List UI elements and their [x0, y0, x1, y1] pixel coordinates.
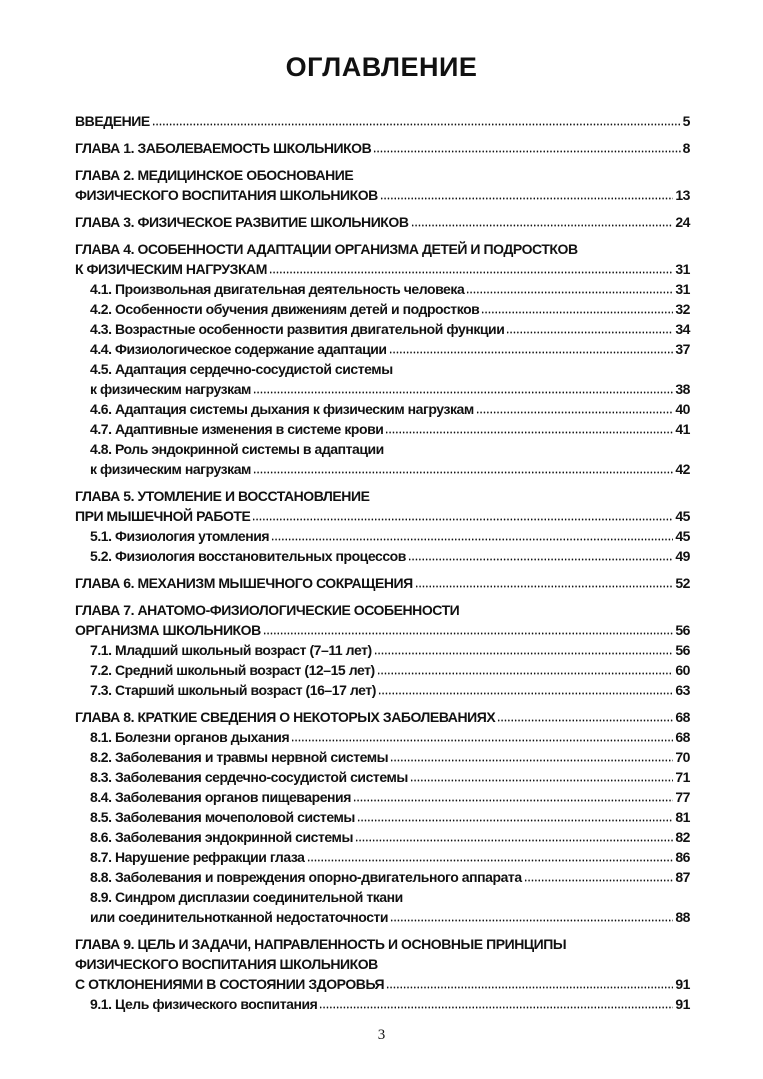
entry-title-line: ГЛАВА 7. АНАТОМО-ФИЗИОЛОГИЧЕСКИЕ ОСОБЕННОСТИ — [75, 602, 460, 618]
entry-line — [75, 974, 690, 994]
dot-leader — [291, 738, 673, 742]
entry-line — [75, 506, 690, 526]
dot-leader — [506, 330, 673, 334]
entry-page-number: 40 — [675, 401, 690, 417]
toc-section-entry[interactable] — [75, 526, 690, 546]
entry-title: 4.4. Физиологическое содержание адаптации — [90, 341, 387, 357]
entry-title-line: ГЛАВА 5. УТОМЛЕНИЕ И ВОССТАНОВЛЕНИЕ — [75, 488, 370, 504]
entry-title: ОРГАНИЗМА ШКОЛЬНИКОВ — [75, 622, 261, 638]
toc-section-entry[interactable] — [75, 546, 690, 566]
entry-title: 8.2. Заболевания и травмы нервной системы — [90, 749, 389, 765]
dot-leader — [152, 122, 681, 126]
dot-leader — [497, 718, 673, 722]
entry-line — [90, 787, 690, 807]
entry-title: 5.2. Физиология восстановительных процессов — [90, 548, 406, 564]
toc-section-entry[interactable] — [75, 847, 690, 867]
toc-section-entry[interactable] — [75, 339, 690, 359]
toc-section-entry[interactable] — [75, 807, 690, 827]
entry-title: 4.2. Особенности обучения движениям детей и подростков — [90, 301, 480, 317]
entry-title: 7.2. Средний школьный возраст (12–15 лет) — [90, 662, 375, 678]
entry-title-line: 4.5. Адаптация сердечно-сосудистой системы — [90, 361, 393, 377]
dot-leader — [411, 223, 674, 227]
toc-section-entry[interactable] — [75, 787, 690, 807]
dot-leader — [415, 584, 674, 588]
entry-title: 7.1. Младший школьный возраст (7–11 лет) — [90, 642, 372, 658]
entry-title: С ОТКЛОНЕНИЯМИ В СОСТОЯНИИ ЗДОРОВЬЯ — [75, 976, 385, 992]
entry-title: ФИЗИЧЕСКОГО ВОСПИТАНИЯ ШКОЛЬНИКОВ — [75, 187, 378, 203]
entry-page-number: 60 — [675, 662, 690, 678]
toc-section-entry[interactable] — [75, 727, 690, 747]
entry-page-number: 41 — [675, 421, 690, 437]
dot-leader — [408, 557, 673, 561]
entry-title: 8.1. Болезни органов дыхания — [90, 729, 290, 745]
entry-line — [90, 867, 690, 887]
entry-page-number: 52 — [675, 575, 690, 591]
dot-leader — [271, 537, 673, 541]
toc-section-entry[interactable] — [75, 827, 690, 847]
entry-title: 8.6. Заболевания эндокринной системы — [90, 829, 353, 845]
entry-title: 8.7. Нарушение рефракции глаза — [90, 849, 305, 865]
entry-page-number: 71 — [675, 769, 690, 785]
dot-leader — [377, 671, 674, 675]
entry-page-number: 56 — [675, 622, 690, 638]
entry-title: 9.1. Цель физического воспитания — [90, 996, 318, 1012]
toc-section-entry[interactable] — [75, 747, 690, 767]
entry-page-number: 68 — [675, 729, 690, 745]
entry-page-number: 13 — [675, 187, 690, 203]
entry-line — [90, 907, 690, 927]
entry-page-number: 32 — [675, 301, 690, 317]
entry-title: ВВЕДЕНИЕ — [75, 113, 150, 129]
toc-section-entry[interactable] — [75, 887, 690, 927]
toc-chapter-entry[interactable] — [75, 600, 690, 640]
entry-line — [90, 379, 690, 399]
entry-page-number: 81 — [675, 809, 690, 825]
entry-line — [75, 138, 690, 158]
toc-chapter-entry[interactable] — [75, 486, 690, 526]
entry-line — [90, 680, 690, 700]
entry-page-number: 63 — [675, 682, 690, 698]
dot-leader — [263, 631, 674, 635]
toc-section-entry[interactable] — [75, 867, 690, 887]
entry-title: 4.1. Произвольная двигательная деятельность человека — [90, 281, 465, 297]
entry-title: ПРИ МЫШЕЧНОЙ РАБОТЕ — [75, 508, 251, 524]
entry-line — [90, 727, 690, 747]
dot-leader — [252, 517, 673, 521]
entry-page-number: 77 — [675, 789, 690, 805]
entry-line — [90, 279, 690, 299]
entry-page-number: 91 — [675, 996, 690, 1012]
dot-leader — [385, 430, 673, 434]
entry-line — [90, 546, 690, 566]
entry-page-number: 37 — [675, 341, 690, 357]
entry-page-number: 42 — [675, 461, 690, 477]
entry-line — [90, 339, 690, 359]
entry-title: ГЛАВА 8. КРАТКИЕ СВЕДЕНИЯ О НЕКОТОРЫХ ЗАБОЛЕВАНИЯХ — [75, 709, 496, 725]
entry-title: 7.3. Старший школьный возраст (16–17 лет) — [90, 682, 376, 698]
page-number: 3 — [377, 1027, 386, 1043]
entry-line — [75, 111, 690, 131]
entry-page-number: 45 — [675, 528, 690, 544]
dot-leader — [524, 878, 674, 882]
entry-title-line: ГЛАВА 4. ОСОБЕННОСТИ АДАПТАЦИИ ОРГАНИЗМА ДЕТЕЙ И ПОДРОСТКОВ — [75, 241, 578, 257]
entry-line — [90, 419, 690, 439]
entry-title-line: ГЛАВА 2. МЕДИЦИНСКОЕ ОБОСНОВАНИЕ — [75, 167, 354, 183]
entry-title: 8.8. Заболевания и повреждения опорно-двигательного аппарата — [90, 869, 522, 885]
toc-chapter-entry[interactable] — [75, 212, 690, 232]
dot-leader — [466, 290, 673, 294]
toc-chapter-entry[interactable] — [75, 165, 690, 205]
dot-leader — [386, 985, 673, 989]
entry-title: к физическим нагрузкам — [90, 381, 251, 397]
entry-line — [75, 259, 690, 279]
dot-leader — [373, 149, 680, 153]
entry-line — [90, 807, 690, 827]
toc-section-entry[interactable] — [75, 439, 690, 479]
dot-leader — [390, 918, 673, 922]
toc-section-entry[interactable] — [75, 994, 690, 1014]
entry-title: 4.7. Адаптивные изменения в системе крови — [90, 421, 384, 437]
toc-section-entry[interactable] — [75, 399, 690, 419]
dot-leader — [253, 390, 673, 394]
entry-page-number: 82 — [675, 829, 690, 845]
entry-page-number: 5 — [682, 113, 690, 129]
entry-page-number: 86 — [675, 849, 690, 865]
entry-title: 8.3. Заболевания сердечно-сосудистой системы — [90, 769, 408, 785]
entry-page-number: 38 — [675, 381, 690, 397]
entry-line — [90, 767, 690, 787]
entry-page-number: 91 — [675, 976, 690, 992]
entry-line — [90, 640, 690, 660]
entry-title: 5.1. Физиология утомления — [90, 528, 270, 544]
entry-line — [75, 707, 690, 727]
dot-leader — [481, 310, 673, 314]
entry-line — [75, 185, 690, 205]
entry-title: ГЛАВА 1. ЗАБОЛЕВАЕМОСТЬ ШКОЛЬНИКОВ — [75, 140, 372, 156]
toc-section-entry[interactable] — [75, 680, 690, 700]
toc-section-entry[interactable] — [75, 640, 690, 660]
entry-line — [90, 299, 690, 319]
dot-leader — [357, 818, 673, 822]
dot-leader — [269, 270, 673, 274]
toc-section-entry[interactable] — [75, 279, 690, 299]
entry-title-line: 4.8. Роль эндокринной системы в адаптации — [90, 441, 384, 457]
entry-title: К ФИЗИЧЕСКИМ НАГРУЗКАМ — [75, 261, 267, 277]
entry-page-number: 45 — [675, 508, 690, 524]
toc-section-entry[interactable] — [75, 319, 690, 339]
dot-leader — [319, 1005, 673, 1009]
entry-line — [90, 459, 690, 479]
page-title: ОГЛАВЛЕНИЕ — [285, 52, 478, 82]
entry-page-number: 49 — [675, 548, 690, 564]
entry-title: 8.4. Заболевания органов пищеварения — [90, 789, 351, 805]
toc-chapter-entry[interactable] — [75, 573, 690, 593]
entry-page-number: 31 — [675, 281, 690, 297]
dot-leader — [253, 470, 673, 474]
entry-page-number: 88 — [675, 909, 690, 925]
entry-page-number: 24 — [675, 214, 690, 230]
entry-line — [90, 747, 690, 767]
entry-line — [90, 827, 690, 847]
dot-leader — [380, 196, 674, 200]
table-of-contents — [75, 111, 690, 1014]
toc-section-entry[interactable] — [75, 299, 690, 319]
entry-page-number: 8 — [682, 140, 690, 156]
dot-leader — [378, 691, 673, 695]
entry-line — [75, 212, 690, 232]
entry-page-number: 68 — [675, 709, 690, 725]
dot-leader — [390, 758, 673, 762]
entry-line — [90, 319, 690, 339]
toc-section-entry[interactable] — [75, 767, 690, 787]
entry-line — [90, 847, 690, 867]
entry-title-line: 8.9. Синдром дисплазии соединительной ткани — [90, 889, 403, 905]
toc-chapter-entry[interactable] — [75, 934, 690, 994]
entry-line — [90, 526, 690, 546]
entry-page-number: 56 — [675, 642, 690, 658]
dot-leader — [374, 651, 674, 655]
entry-page-number: 31 — [675, 261, 690, 277]
dot-leader — [389, 350, 674, 354]
toc-chapter-entry[interactable] — [75, 239, 690, 279]
entry-line — [90, 660, 690, 680]
toc-chapter-entry[interactable] — [75, 111, 690, 131]
entry-line — [75, 573, 690, 593]
entry-page-number: 70 — [675, 749, 690, 765]
entry-title: 8.5. Заболевания мочеполовой системы — [90, 809, 355, 825]
toc-section-entry[interactable] — [75, 359, 690, 399]
entry-title: ГЛАВА 6. МЕХАНИЗМ МЫШЕЧНОГО СОКРАЩЕНИЯ — [75, 575, 413, 591]
entry-line — [75, 620, 690, 640]
dot-leader — [476, 410, 674, 414]
entry-title: к физическим нагрузкам — [90, 461, 251, 477]
toc-section-entry[interactable] — [75, 419, 690, 439]
entry-page-number: 34 — [675, 321, 690, 337]
entry-title: ГЛАВА 3. ФИЗИЧЕСКОЕ РАЗВИТИЕ ШКОЛЬНИКОВ — [75, 214, 409, 230]
entry-page-number: 87 — [675, 869, 690, 885]
dot-leader — [307, 858, 674, 862]
entry-title-line: ГЛАВА 9. ЦЕЛЬ И ЗАДАЧИ, НАПРАВЛЕННОСТЬ И ОСНОВНЫЕ ПРИНЦИПЫ — [75, 936, 567, 952]
entry-line — [90, 994, 690, 1014]
entry-line — [90, 399, 690, 419]
entry-title-line: ФИЗИЧЕСКОГО ВОСПИТАНИЯ ШКОЛЬНИКОВ — [75, 956, 378, 972]
entry-title: 4.3. Возрастные особенности развития двигательной функции — [90, 321, 505, 337]
toc-chapter-entry[interactable] — [75, 138, 690, 158]
dot-leader — [410, 778, 673, 782]
entry-title: или соединительнотканной недостаточности — [90, 909, 389, 925]
toc-section-entry[interactable] — [75, 660, 690, 680]
dot-leader — [355, 838, 673, 842]
toc-chapter-entry[interactable] — [75, 707, 690, 727]
dot-leader — [353, 798, 673, 802]
entry-title: 4.6. Адаптация системы дыхания к физическим нагрузкам — [90, 401, 474, 417]
